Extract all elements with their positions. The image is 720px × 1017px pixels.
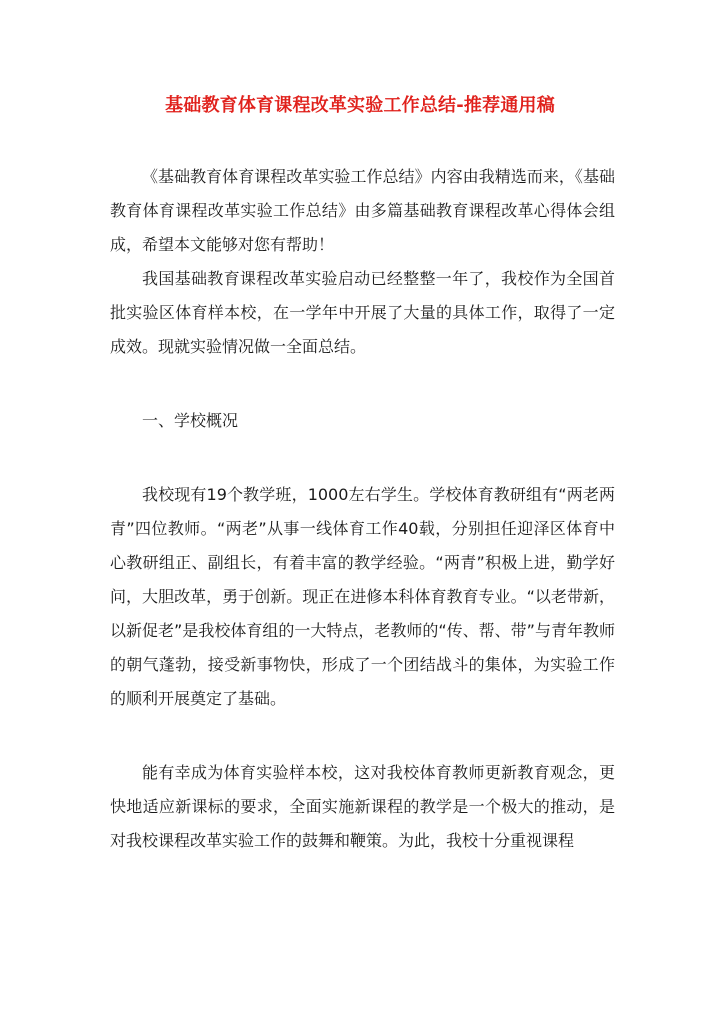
paragraph-sample-school: 能有幸成为体育实验样本校，这对我校体育教师更新教育观念，更快地适应新课标的要求，全面实施新课程的教学是一个极大的推动，是对我校课程改革实验工作的鼓舞和鞭策。为此，我校十分重视课程: [110, 763, 615, 850]
intro-paragraph: 《基础教育体育课程改革实验工作总结》内容由我精选而来，《基础教育体育课程改革实验工作总结》由多篇基础教育课程改革心得体会组成，希望本文能够对您有帮助！: [110, 167, 615, 254]
paragraph-overview: 我国基础教育课程改革实验启动已经整整一年了，我校作为全国首批实验区体育样本校，在一学年中开展了大量的具体工作，取得了一定成效。现就实验情况做一全面总结。: [110, 269, 615, 356]
paragraph-spacer: [110, 438, 615, 478]
paragraph-spacer: [110, 716, 615, 756]
paragraph-spacer: [110, 364, 615, 404]
section-heading-school-overview: 一、学校概况: [142, 411, 239, 430]
document-title: 基础教育体育课程改革实验工作总结-推荐通用稿: [165, 95, 555, 116]
document-body: [110, 160, 615, 858]
paragraph-school-profile: 我校现有19个教学班，1000左右学生。学校体育教研组有“两老两青”四位教师。“两老”从事一线体育工作40载，分别担任迎泽区体育中心教研组正、副组长，有着丰富的教学经验。“两青”积极上进，勤学好问，大胆改革，勇于创新。现正在进修本科体育教育专业。“以老带新，以新促老”是我校体育组的一大特点，老教师的“传、帮、带”与青年教师的朝气蓬勃，接受新事物快，形成了一个团结战斗的集体，为实验工作的顺利开展奠定了基础。: [110, 485, 615, 708]
